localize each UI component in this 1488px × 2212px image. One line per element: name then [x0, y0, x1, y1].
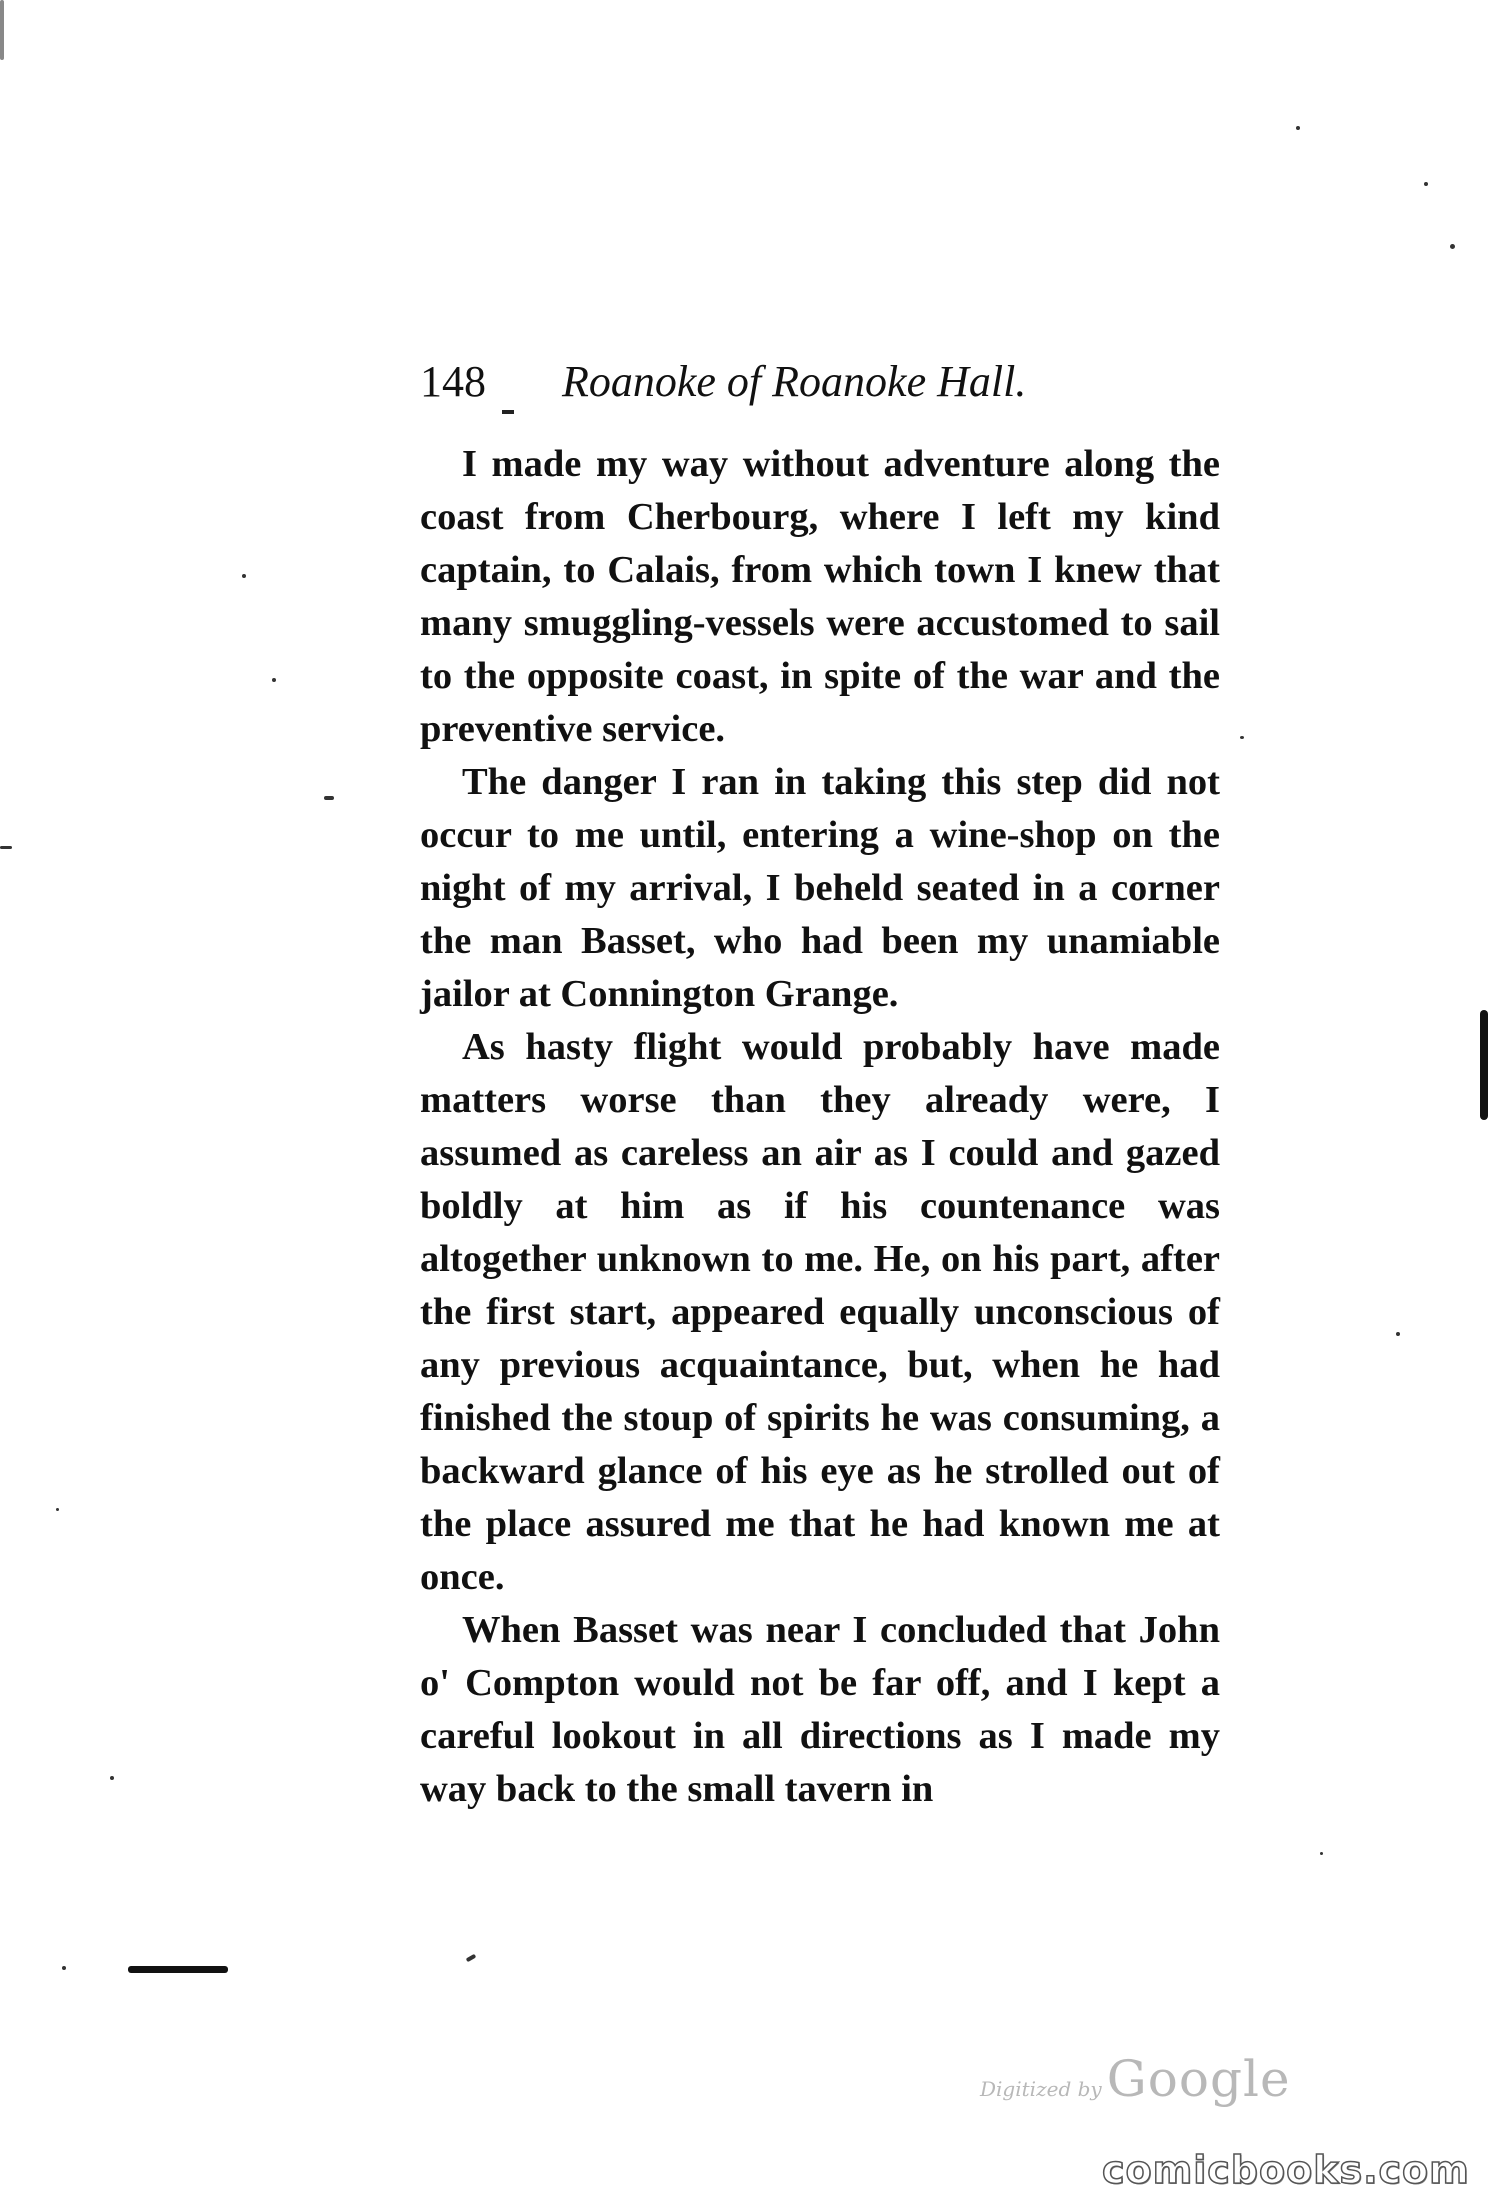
scan-speck	[62, 1966, 66, 1970]
scan-speck	[110, 1776, 114, 1780]
scan-speck	[272, 678, 276, 682]
scan-speck	[1396, 1332, 1400, 1336]
paragraph: I made my way without adventure along the coast from Cherbourg, where I left my kind captain, to Calais, from which town I knew that many smuggling-vessels were accustomed to sail to the opposite coast, in spite of the war and the preventive service.	[420, 443, 1220, 750]
scan-speck	[466, 1954, 477, 1962]
watermark-logo: Google	[1106, 2050, 1291, 2108]
running-title: Roanoke of Roanoke Hall.	[562, 357, 1027, 406]
scan-speck	[0, 846, 12, 849]
scan-speck	[1296, 126, 1300, 130]
scan-rule-mark	[128, 1966, 228, 1973]
page-header	[420, 352, 1220, 412]
scan-speck	[242, 574, 246, 578]
scan-speck	[324, 796, 334, 800]
paragraph: As hasty flight would probably have made matters worse than they already were, I assumed as careless an air as I could and gazed boldly at him as if his countenance was altogether unknown to me. He, on his part, after the first start, appeared equally unconscious of any previous acquaintance, but, when he had finished the stoup of spirits he was consuming, a backward glance of his eye as he strolled out of the place assured me that he had known me at once.	[420, 1026, 1220, 1598]
scan-speck	[0, 0, 4, 60]
header-dash	[502, 410, 514, 414]
page-number: 148	[420, 357, 486, 406]
scan-speck	[1424, 182, 1428, 186]
scan-speck	[1240, 736, 1244, 739]
scan-speck	[1450, 244, 1455, 249]
body-text	[420, 438, 1220, 1816]
paragraph: When Basset was near I concluded that John o' Compton would not be far off, and I kept a careful lookout in all directions as I made my way back to the small tavern in	[420, 1609, 1220, 1810]
digitized-watermark	[980, 2050, 1300, 2110]
paragraph: The danger I ran in taking this step did not occur to me until, entering a wine-shop on the night of my arrival, I beheld seated in a corner the man Basset, who had been my unamiable jailor at Connington Grange.	[420, 761, 1220, 1015]
scan-speck	[1320, 1852, 1323, 1855]
scan-margin-bar	[1480, 1010, 1488, 1120]
site-watermark: comicbooks.com	[1102, 2148, 1470, 2192]
watermark-prefix: Digitized by	[980, 2077, 1102, 2101]
scan-speck	[56, 1508, 59, 1511]
